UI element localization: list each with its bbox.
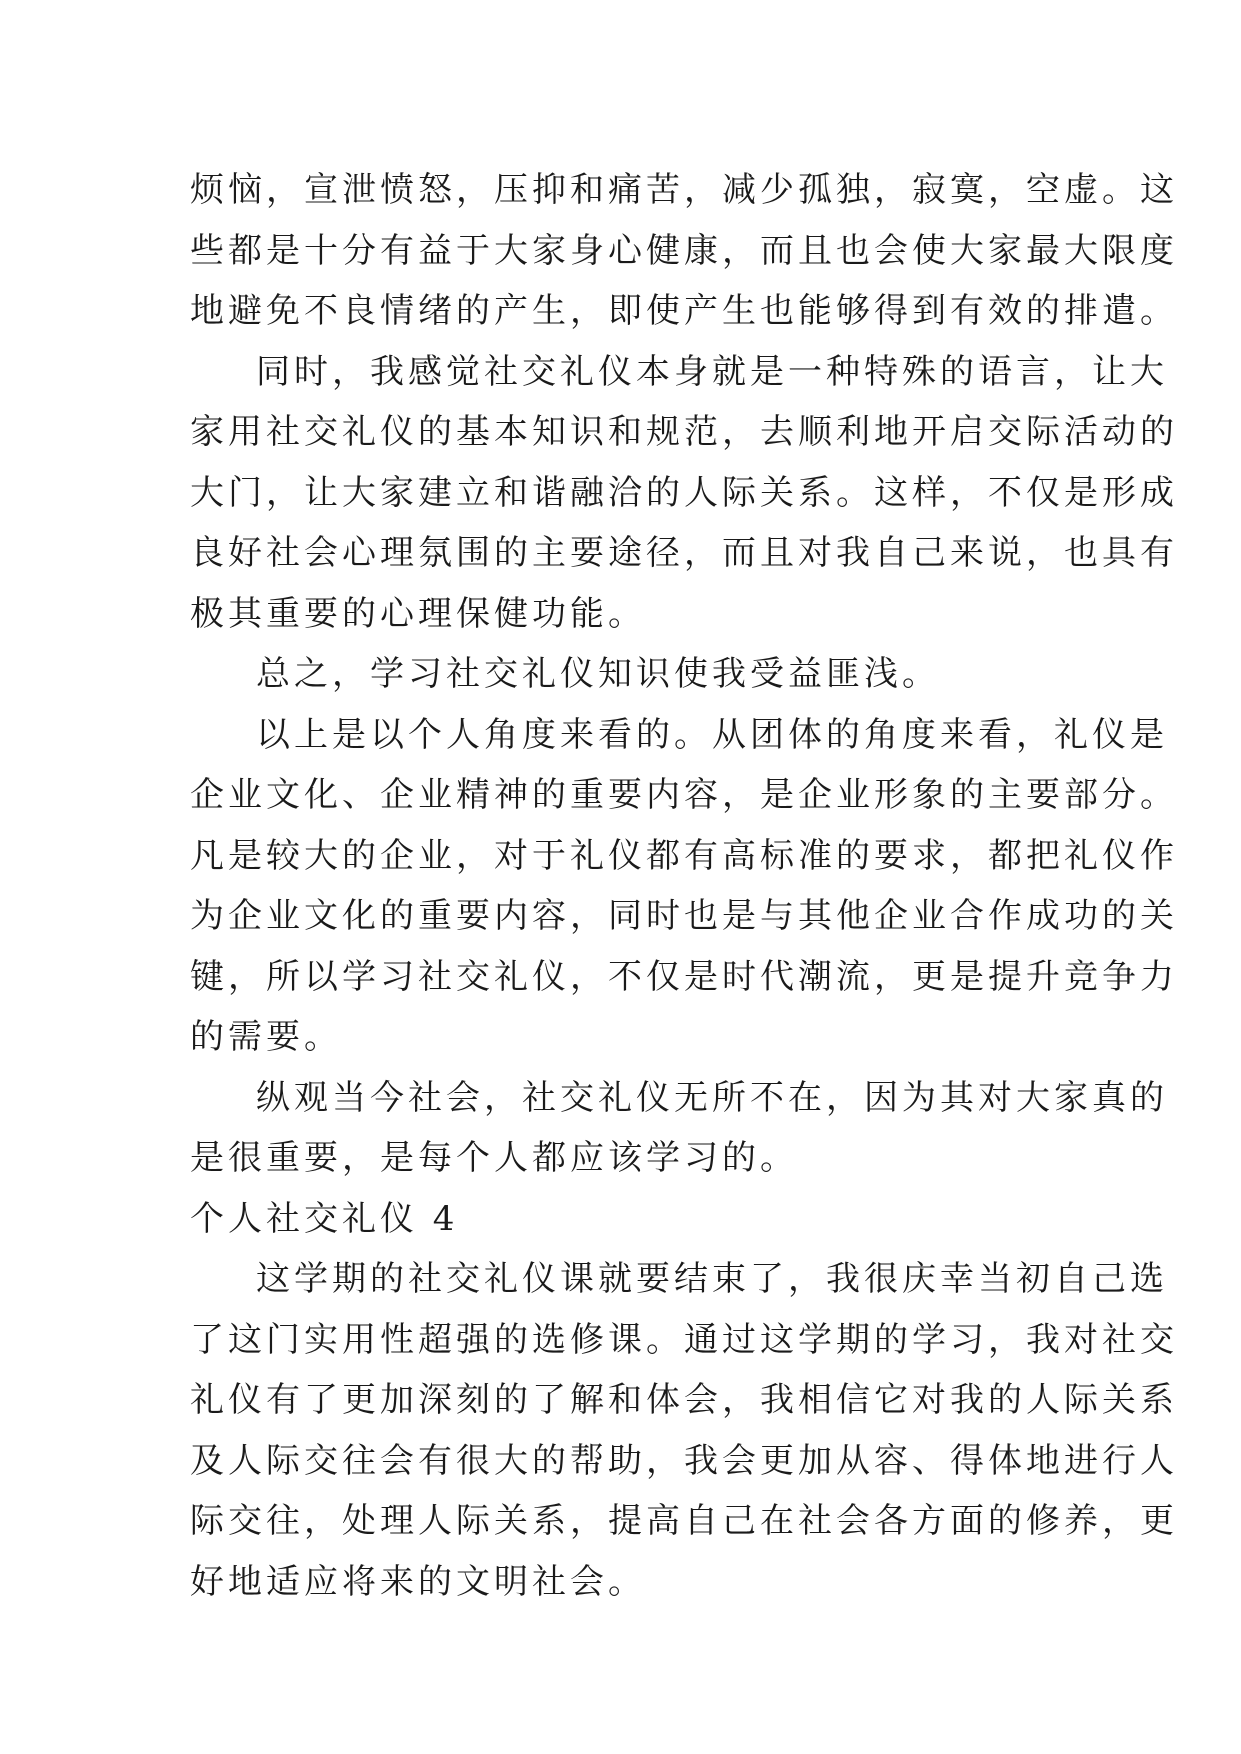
text-line: 键，所以学习社交礼仪，不仅是时代潮流，更是提升竞争力 <box>190 956 1178 997</box>
text-line: 为企业文化的重要内容，同时也是与其他企业合作成功的关 <box>190 896 1178 936</box>
text-line: 了这门实用性超强的选修课。通过这学期的学习，我对社交 <box>190 1319 1178 1360</box>
text-line: 大门，让大家建立和谐融洽的人际关系。这样，不仅是形成 <box>190 472 1178 513</box>
text-line: 及人际交往会有很大的帮助，我会更加从容、得体地进行人 <box>190 1440 1178 1481</box>
document-body <box>190 160 1178 1612</box>
text-line: 家用社交礼仪的基本知识和规范，去顺利地开启交际活动的 <box>190 412 1178 452</box>
text-line: 良好社会心理氛围的主要途径，而且对我自己来说，也具有 <box>190 533 1178 573</box>
section-heading: 个人社交礼仪 4 <box>190 1198 459 1239</box>
paragraph-start-line: 同时，我感觉社交礼仪本身就是一种特殊的语言，让大 <box>256 351 1168 392</box>
paragraph-start-line: 总之，学习社交礼仪知识使我受益匪浅。 <box>256 654 940 694</box>
text-line: 好地适应将来的文明社会。 <box>190 1561 646 1602</box>
paragraph-start-line: 这学期的社交礼仪课就要结束了，我很庆幸当初自己选 <box>256 1259 1168 1299</box>
paragraph-start-line: 以上是以个人角度来看的。从团体的角度来看，礼仪是 <box>256 714 1168 755</box>
text-line: 是很重要，是每个人都应该学习的。 <box>190 1138 798 1178</box>
text-line: 凡是较大的企业，对于礼仪都有高标准的要求，都把礼仪作 <box>190 835 1178 876</box>
text-line: 的需要。 <box>190 1017 342 1057</box>
text-line: 礼仪有了更加深刻的了解和体会，我相信它对我的人际关系 <box>190 1380 1178 1420</box>
text-line: 际交往，处理人际关系，提高自己在社会各方面的修养，更 <box>190 1501 1178 1541</box>
text-line: 地避免不良情绪的产生，即使产生也能够得到有效的排遣。 <box>190 291 1178 331</box>
paragraph-start-line: 纵观当今社会，社交礼仪无所不在，因为其对大家真的 <box>256 1077 1168 1118</box>
text-line: 烦恼，宣泄愤怒，压抑和痛苦，减少孤独，寂寞，空虚。这 <box>190 170 1178 210</box>
text-line: 极其重要的心理保健功能。 <box>190 593 646 634</box>
text-line: 些都是十分有益于大家身心健康，而且也会使大家最大限度 <box>190 230 1178 271</box>
text-line: 企业文化、企业精神的重要内容，是企业形象的主要部分。 <box>190 775 1178 815</box>
